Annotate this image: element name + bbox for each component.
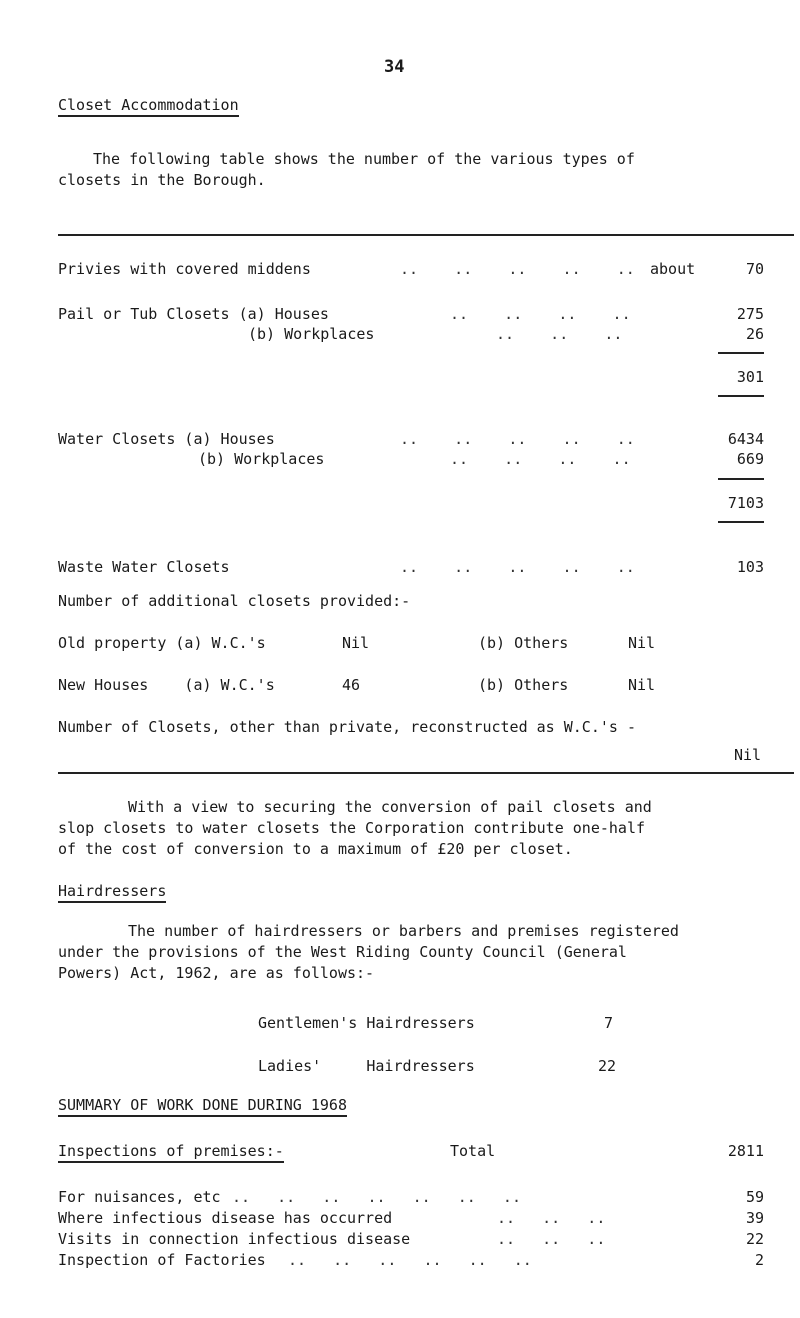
new-houses-others: Nil (628, 676, 656, 694)
gentlemen-value: 7 (604, 1014, 614, 1032)
hairdressers-line3: Powers) Act, 1962, are as follows:- (58, 964, 375, 982)
privies-dots: .. .. .. .. .. (400, 260, 635, 278)
conversion-line2: slop closets to water closets the Corporation contribute one-half (58, 819, 645, 837)
ladies-value: 22 (598, 1057, 617, 1075)
pail-label-a: Pail or Tub Closets (a) Houses (58, 305, 329, 323)
pail-total-underline (718, 395, 764, 397)
pail-total: 301 (736, 368, 764, 386)
summary-row-dots: .. .. .. (497, 1230, 606, 1248)
hairdressers-line2: under the provisions of the West Riding County Council (General (58, 943, 627, 961)
summary-row-value: 2 (754, 1251, 764, 1269)
conversion-line3: of the cost of conversion to a maximum of £20 per closet. (58, 840, 573, 858)
waste-dots: .. .. .. .. .. (400, 558, 635, 576)
water-value-b: 669 (736, 450, 764, 468)
closet-heading: Closet Accommodation (58, 96, 239, 117)
water-value-a: 6434 (727, 430, 764, 448)
conversion-line1: With a view to securing the conversion of pail closets and (128, 798, 652, 816)
summary-row-dots: .. .. .. .. .. .. .. (232, 1188, 521, 1206)
reconstructed-line: Number of Closets, other than private, reconstructed as W.C.'s - (58, 718, 636, 736)
hairdressers-heading: Hairdressers (58, 882, 166, 903)
old-property-others-label: (b) Others (478, 634, 569, 652)
inspections-total-value: 2811 (727, 1142, 764, 1160)
pail-value-a: 275 (736, 305, 764, 323)
water-dots-a: .. .. .. .. .. (400, 430, 635, 448)
summary-row-value: 59 (745, 1188, 764, 1206)
pail-value-b: 26 (745, 325, 764, 343)
old-property-others: Nil (628, 634, 656, 652)
summary-row-label: Visits in connection infectious disease (58, 1230, 411, 1248)
reconstructed-value: Nil (734, 746, 762, 764)
bottom-rule (58, 772, 794, 774)
old-property-label: Old property (a) W.C.'s (58, 634, 266, 652)
summary-row-value: 22 (745, 1230, 764, 1248)
summary-row-label: Inspection of Factories (58, 1251, 266, 1269)
pail-dots-b: .. .. .. (496, 325, 623, 343)
new-houses-wc: 46 (342, 676, 361, 694)
inspections-heading: Inspections of premises:- (58, 1142, 284, 1163)
ladies-label: Ladies' Hairdressers (258, 1057, 475, 1075)
water-dots-b: .. .. .. .. (450, 450, 631, 468)
pail-label-b: (b) Workplaces (248, 325, 375, 343)
summary-row-dots: .. .. .. (497, 1209, 606, 1227)
page-number: 34 (384, 57, 405, 77)
summary-row-label: Where infectious disease has occurred (58, 1209, 393, 1227)
water-label-b: (b) Workplaces (198, 450, 325, 468)
privies-qualifier: about (650, 260, 696, 278)
new-houses-others-label: (b) Others (478, 676, 569, 694)
privies-value: 70 (745, 260, 764, 278)
closet-intro-line2: closets in the Borough. (58, 171, 266, 189)
hairdressers-line1: The number of hairdressers or barbers and premises registered (128, 922, 679, 940)
summary-row-dots: .. .. .. .. .. .. (288, 1251, 532, 1269)
summary-row-label: For nuisances, etc (58, 1188, 221, 1206)
summary-row-value: 39 (745, 1209, 764, 1227)
water-label-a: Water Closets (a) Houses (58, 430, 275, 448)
additional-heading: Number of additional closets provided:- (58, 592, 411, 610)
water-total-rule (718, 478, 764, 480)
water-total-underline (718, 521, 764, 523)
waste-value: 103 (736, 558, 764, 576)
water-total: 7103 (727, 494, 764, 512)
closet-intro-line1: The following table shows the number of the various types of (93, 150, 635, 168)
top-rule (58, 234, 794, 236)
gentlemen-label: Gentlemen's Hairdressers (258, 1014, 475, 1032)
new-houses-label: New Houses (a) W.C.'s (58, 676, 275, 694)
inspections-total-label: Total (450, 1142, 496, 1160)
summary-heading: SUMMARY OF WORK DONE DURING 1968 (58, 1096, 347, 1117)
waste-label: Waste Water Closets (58, 558, 230, 576)
privies-label: Privies with covered middens (58, 260, 311, 278)
old-property-wc: Nil (342, 634, 370, 652)
pail-dots-a: .. .. .. .. (450, 305, 631, 323)
pail-total-rule (718, 352, 764, 354)
